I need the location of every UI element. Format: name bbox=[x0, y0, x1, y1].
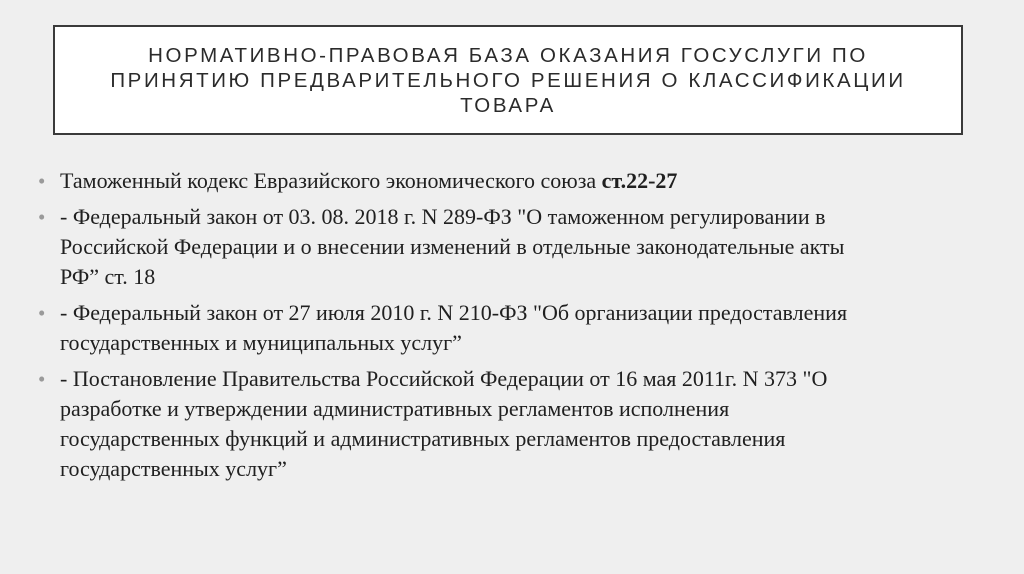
bullet-icon: • bbox=[38, 169, 46, 193]
list-item-line: Российской Федерации и о внесении изменений в отдельные законодательные акты bbox=[60, 234, 845, 259]
bullet-list bbox=[38, 166, 998, 490]
list-item bbox=[38, 202, 998, 292]
list-item-text bbox=[60, 202, 844, 292]
title-line: ПРИНЯТИЮ ПРЕДВАРИТЕЛЬНОГО РЕШЕНИЯ О КЛАССИФИКАЦИИ bbox=[110, 68, 906, 92]
title-box bbox=[53, 25, 963, 135]
list-item-text bbox=[60, 298, 847, 358]
bullet-icon: • bbox=[38, 301, 46, 325]
list-item-line: государственных и муниципальных услуг” bbox=[60, 330, 462, 355]
list-item bbox=[38, 166, 998, 196]
list-item-line: - Федеральный закон от 03. 08. 2018 г. N 289-ФЗ "О таможенном регулировании в bbox=[60, 204, 826, 229]
list-item-line: - Федеральный закон от 27 июля 2010 г. N 210-ФЗ "Об организации предоставления bbox=[60, 300, 848, 325]
list-item-line: государственных услуг” bbox=[60, 456, 287, 481]
list-item-line: государственных функций и административных регламентов предоставления bbox=[60, 426, 786, 451]
article-reference: ст.22-27 bbox=[601, 168, 678, 193]
title-line: НОРМАТИВНО-ПРАВОВАЯ БАЗА ОКАЗАНИЯ ГОСУСЛУГИ ПО bbox=[148, 43, 868, 67]
list-item-line: - Постановление Правительства Российской Федерации от 16 мая 2011г. N 373 "О bbox=[60, 366, 828, 391]
list-item-text bbox=[60, 166, 677, 196]
list-item bbox=[38, 298, 998, 358]
bullet-icon: • bbox=[38, 205, 46, 229]
title-line: ТОВАРА bbox=[460, 93, 556, 117]
bullet-icon: • bbox=[38, 367, 46, 391]
list-item-line: РФ” ст. 18 bbox=[60, 264, 156, 289]
list-item-line: разработке и утверждении административных регламентов исполнения bbox=[60, 396, 730, 421]
list-item-text bbox=[60, 364, 827, 484]
list-item bbox=[38, 364, 998, 484]
list-item-line: Таможенный кодекс Евразийского экономического союза bbox=[60, 168, 602, 193]
